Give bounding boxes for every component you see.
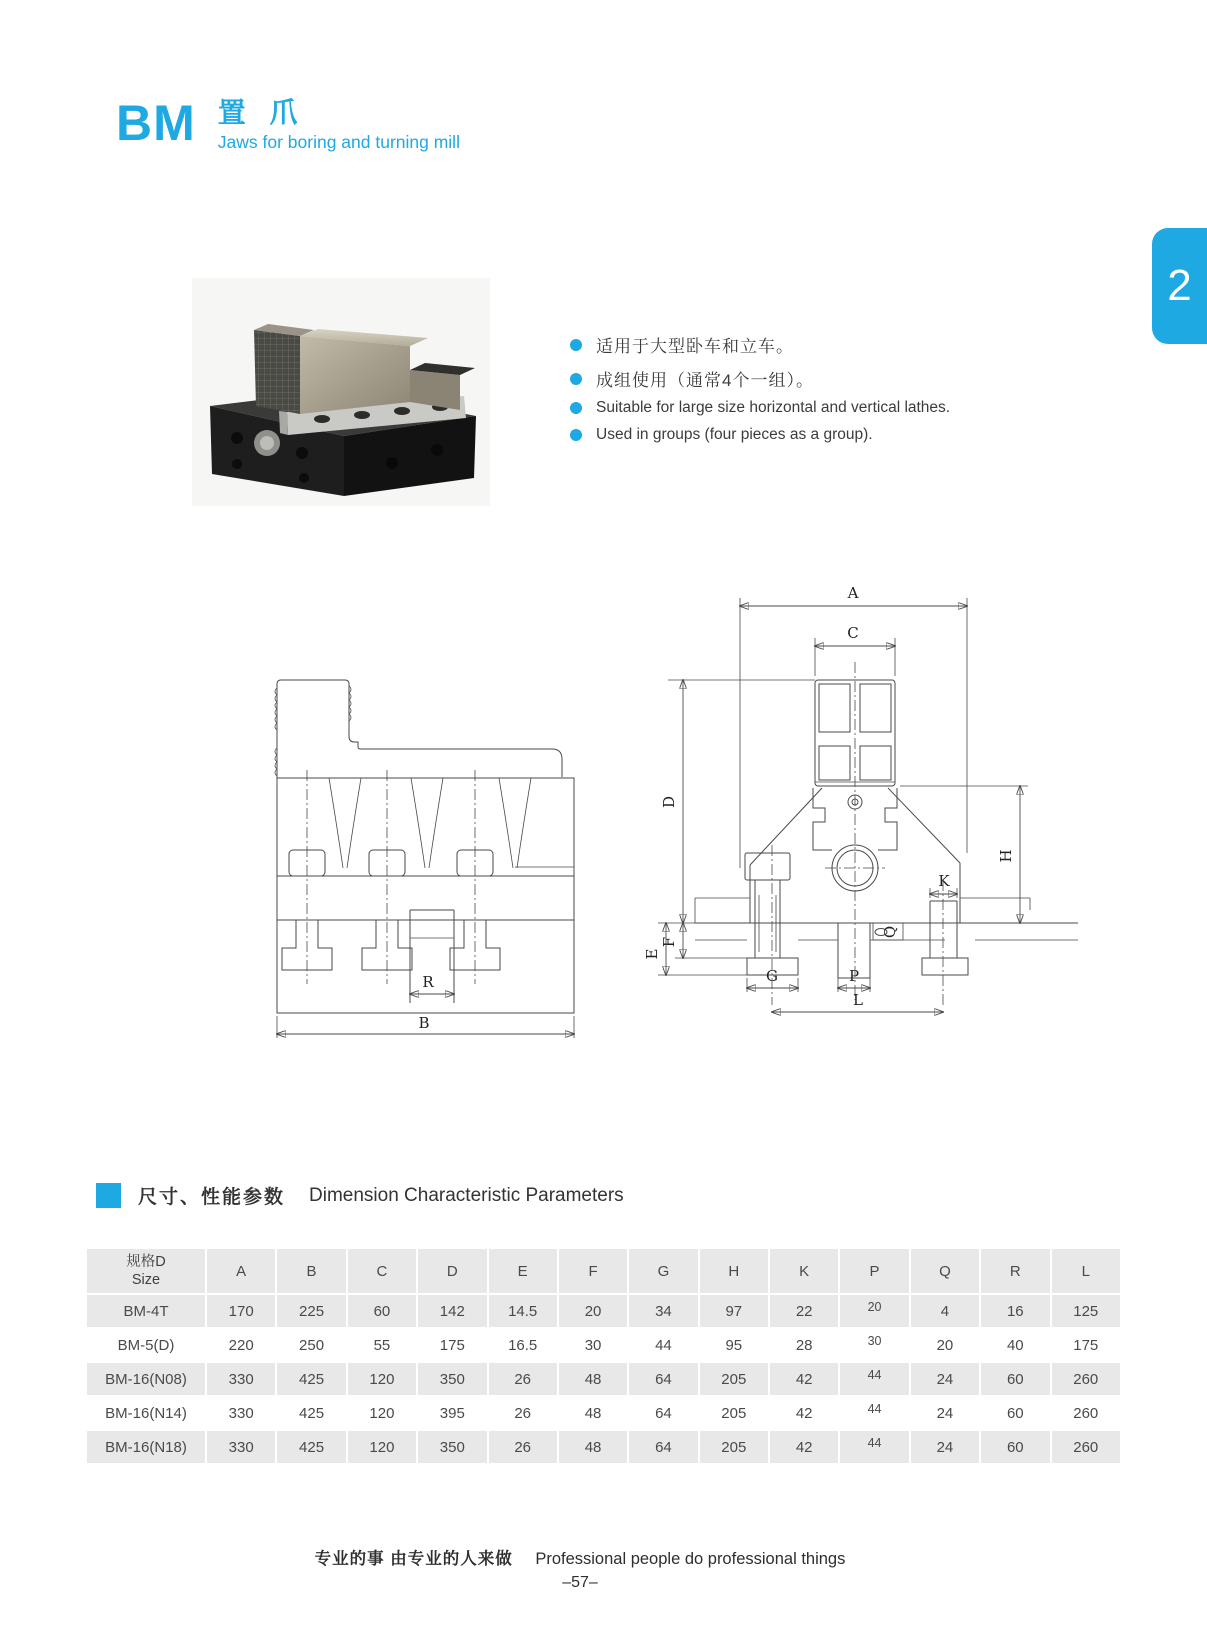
value-cell: 28 [770, 1329, 838, 1361]
bullet-icon [570, 373, 582, 385]
page-title-cn: 置 爪 [217, 97, 306, 128]
size-cell: BM-16(N18) [87, 1431, 205, 1463]
value-cell: 16.5 [489, 1329, 557, 1361]
feature-text: 成组使用（通常4个一组）。 [596, 371, 814, 390]
value-cell: 14.5 [489, 1295, 557, 1327]
column-header-cell: L [1052, 1249, 1121, 1293]
value-cell: 48 [559, 1363, 627, 1395]
size-header-en: Size [131, 1272, 161, 1288]
value-cell: 64 [629, 1397, 697, 1429]
table-body [87, 1249, 1120, 1463]
column-header-cell: R [981, 1249, 1049, 1293]
table-row [87, 1431, 1120, 1463]
value-cell: 205 [700, 1431, 768, 1463]
bullet-icon [570, 402, 582, 414]
list-item [570, 426, 950, 444]
value-cell: 30 [559, 1329, 627, 1361]
value-cell: 97 [700, 1295, 768, 1327]
section-title-cn: 尺寸、性能参数 [138, 1187, 286, 1208]
value-cell: 425 [277, 1397, 345, 1429]
value-cell: 26 [489, 1363, 557, 1395]
value-cell: 260 [1052, 1431, 1121, 1463]
section-title-en: Dimension Characteristic Parameters [309, 1184, 624, 1206]
bullet-icon [570, 339, 582, 351]
dim-label-r: R [422, 973, 434, 991]
value-cell: 20 [911, 1329, 979, 1361]
value-cell: 60 [981, 1431, 1049, 1463]
value-cell: 64 [629, 1363, 697, 1395]
dim-label-e: E [643, 948, 661, 960]
value-cell: 24 [911, 1363, 979, 1395]
dim-label-h: H [997, 849, 1015, 863]
column-header-cell: H [700, 1249, 768, 1293]
value-cell: 64 [629, 1431, 697, 1463]
value-cell: 4 [911, 1295, 979, 1327]
column-header-cell: C [348, 1249, 416, 1293]
column-header-cell: E [489, 1249, 557, 1293]
size-header-cn: 规格D [126, 1253, 166, 1270]
value-cell: 170 [207, 1295, 275, 1327]
value-cell: 330 [207, 1431, 275, 1463]
dim-label-g: G [766, 967, 778, 985]
feature-text: 适用于大型卧车和立车。 [596, 337, 794, 356]
value-cell: 60 [981, 1397, 1049, 1429]
value-cell: 16 [981, 1295, 1049, 1327]
dim-label-f: F [660, 936, 678, 948]
value-cell: 120 [348, 1397, 416, 1429]
dim-label-a: A [847, 584, 859, 602]
size-cell: BM-5(D) [87, 1329, 205, 1361]
table-row [87, 1397, 1120, 1429]
size-cell: BM-4T [87, 1295, 205, 1327]
value-cell: 24 [911, 1397, 979, 1429]
value-cell: 350 [418, 1363, 486, 1395]
value-cell: 120 [348, 1363, 416, 1395]
value-cell: 425 [277, 1431, 345, 1463]
table-row [87, 1363, 1120, 1395]
title-block [218, 98, 460, 153]
value-cell: 260 [1052, 1397, 1121, 1429]
feature-list-cn [570, 332, 814, 400]
feature-text: Used in groups (four pieces as a group). [596, 426, 873, 443]
section-square-icon [96, 1183, 121, 1208]
value-cell: 42 [770, 1363, 838, 1395]
list-item [570, 366, 814, 391]
value-cell: 260 [1052, 1363, 1121, 1395]
value-cell: 125 [1052, 1295, 1121, 1327]
value-cell: 40 [981, 1329, 1049, 1361]
bullet-icon [570, 429, 582, 441]
value-cell: 24 [911, 1431, 979, 1463]
page-title-en: Jaws for boring and turning mill [217, 131, 460, 152]
dim-label-c: C [847, 624, 859, 642]
footer-slogan-en: Professional people do professional things [535, 1550, 846, 1568]
page-footer [0, 1545, 1160, 1592]
model-code: BM [116, 95, 196, 151]
value-cell: 20 [840, 1295, 908, 1327]
value-cell: 48 [559, 1397, 627, 1429]
page-number: –57– [562, 1574, 598, 1591]
list-item [570, 399, 950, 417]
value-cell: 44 [840, 1363, 908, 1395]
column-header-cell: Q [911, 1249, 979, 1293]
value-cell: 350 [418, 1431, 486, 1463]
value-cell: 48 [559, 1431, 627, 1463]
size-cell: BM-16(N08) [87, 1363, 205, 1395]
list-item [570, 332, 814, 357]
value-cell: 225 [277, 1295, 345, 1327]
value-cell: 220 [207, 1329, 275, 1361]
dimension-table [85, 1247, 1122, 1465]
column-header-cell: P [840, 1249, 908, 1293]
value-cell: 60 [981, 1363, 1049, 1395]
column-header-cell: B [277, 1249, 345, 1293]
dim-label-d: D [660, 795, 678, 809]
column-header-cell: G [629, 1249, 697, 1293]
value-cell: 34 [629, 1295, 697, 1327]
value-cell: 26 [489, 1397, 557, 1429]
dim-label-p: P [848, 967, 860, 985]
value-cell: 44 [840, 1431, 908, 1463]
value-cell: 120 [348, 1431, 416, 1463]
value-cell: 20 [559, 1295, 627, 1327]
table-row [87, 1295, 1120, 1327]
value-cell: 175 [418, 1329, 486, 1361]
dim-label-b: B [418, 1014, 430, 1032]
value-cell: 30 [840, 1329, 908, 1361]
column-header-cell: D [418, 1249, 486, 1293]
feature-list-en [570, 399, 950, 453]
drawing-front-view [600, 550, 1085, 1024]
column-header-cell: K [770, 1249, 838, 1293]
size-cell: BM-16(N14) [87, 1397, 205, 1429]
dim-label-k: K [938, 872, 950, 890]
section-header [96, 1182, 624, 1209]
value-cell: 205 [700, 1397, 768, 1429]
value-cell: 60 [348, 1295, 416, 1327]
value-cell: 42 [770, 1397, 838, 1429]
dim-label-l: L [853, 991, 863, 1009]
value-cell: 26 [489, 1431, 557, 1463]
footer-slogan [0, 1545, 1160, 1569]
table-row [87, 1329, 1120, 1361]
product-photo [192, 278, 490, 506]
footer-slogan-cn: 专业的事 由专业的人来做 [314, 1550, 513, 1568]
brand-header [116, 96, 460, 153]
value-cell: 55 [348, 1329, 416, 1361]
dim-label-q: Q [881, 925, 899, 939]
value-cell: 175 [1052, 1329, 1121, 1361]
value-cell: 22 [770, 1295, 838, 1327]
value-cell: 44 [629, 1329, 697, 1361]
value-cell: 142 [418, 1295, 486, 1327]
value-cell: 250 [277, 1329, 345, 1361]
value-cell: 425 [277, 1363, 345, 1395]
feature-text: Suitable for large size horizontal and vertical lathes. [596, 399, 951, 416]
value-cell: 44 [840, 1397, 908, 1429]
value-cell: 330 [207, 1397, 275, 1429]
value-cell: 205 [700, 1363, 768, 1395]
table-header-row [87, 1249, 1120, 1293]
value-cell: 42 [770, 1431, 838, 1463]
column-header-cell: F [559, 1249, 627, 1293]
chapter-tab: 2 [1152, 228, 1207, 344]
size-header-cell [87, 1249, 205, 1293]
drawing-side-view [222, 618, 592, 1052]
value-cell: 395 [418, 1397, 486, 1429]
value-cell: 95 [700, 1329, 768, 1361]
value-cell: 330 [207, 1363, 275, 1395]
column-header-cell: A [207, 1249, 275, 1293]
